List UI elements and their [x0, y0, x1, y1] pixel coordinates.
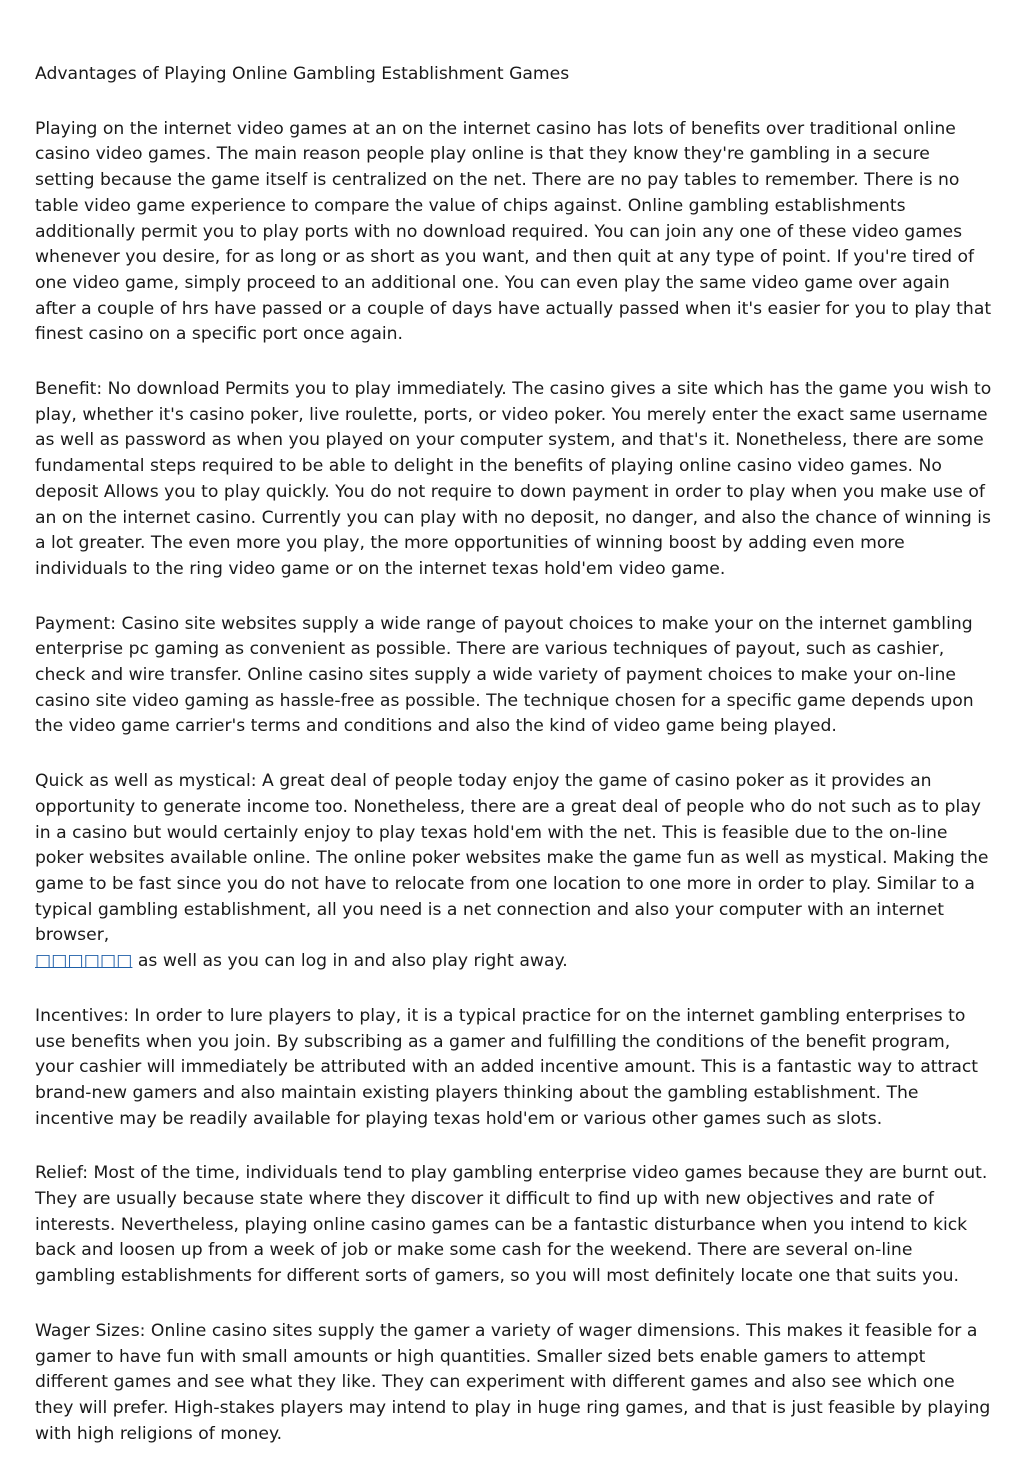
paragraph-intro: Playing on the internet video games at an on the internet casino has lots of benefits over traditional online casino video games. The main reason people play online is that they know they're gambling in a secure setting because the game itself is centralized on the net. There are no pay tables to remember. There is no table video game experience to compare the value of chips against. Online gambling establishments additionally permit you to play ports with no download required. You can join any one of these video games whenever you desire, for as long or as short as you want, and then quit at any type of point. If you're tired of one video game, simply proceed to an additional one. You can even play the same video game over again after a couple of hrs have passed or a couple of days have actually passed when it's easier for you to play that finest casino on a specific port once again.: [35, 118, 992, 345]
paragraph-mystical-text: Quick as well as mystical: A great deal of people today enjoy the game of casino poker as it provides an opportunity to generate income too. Nonetheless, there are a great deal of people who do not such as to play in a casino but would certainly enjoy to play texas hold'em with the net. This is feasible due to the on-line poker websites available online. The online poker websites make the game fun as well as mystical. Making the game to be fast since you do not have to relocate from one location to one more in order to play. Similar to a typical gambling establishment, all you need is a net connection and also your computer with an internet browser,: [35, 771, 989, 946]
document-body: [35, 62, 993, 1476]
paragraph-mystical-tail: as well as you can log in and also play right away.: [132, 951, 568, 972]
paragraph-payment: Payment: Casino site websites supply a wide range of payout choices to make your on the internet gambling enterprise pc gaming as convenient as possible. There are various techniques of payout, such as cashier, check and wire transfer. Online casino sites supply a wide variety of payment choices to make your on-line casino site video gaming as hassle-free as possible. The technique chosen for a specific game depends upon the video game carrier's terms and conditions and also the kind of video game being played.: [35, 613, 974, 737]
paragraph-incentives: Incentives: In order to lure players to play, it is a typical practice for on the internet gambling enterprises to use benefits when you join. By subscribing as a gamer and fulfilling the conditions of the benefit program, your cashier will immediately be attributed with an added incentive amount. This is a fantastic way to attract brand-new gamers and also maintain existing players thinking about the gambling establishment. The incentive may be readily available for playing texas hold'em or various other games such as slots.: [35, 1005, 979, 1129]
inline-link[interactable]: □□□□□□: [35, 951, 133, 972]
document-title: Advantages of Playing Online Gambling Establishment Games: [35, 64, 570, 84]
paragraph-relief: Relief: Most of the time, individuals tend to play gambling enterprise video games because they are burnt out. They are usually because state where they discover it difficult to find up with new objectives and rate of interests. Nevertheless, playing online casino games can be a fantastic disturbance when you intend to kick back and loosen up from a week of job or make some cash for the weekend. There are several on-line gambling establishments for different sorts of gamers, so you will most definitely locate one that suits you.: [35, 1163, 988, 1287]
paragraph-wager-sizes: Wager Sizes: Online casino sites supply the gamer a variety of wager dimensions. This makes it feasible for a gamer to have fun with small amounts or high quantities. Smaller sized bets enable gamers to attempt different games and see what they like. They can experiment with different games and also see which one they will prefer. High-stakes players may intend to play in huge ring games, and that is just feasible by playing with high religions of money.: [35, 1320, 991, 1444]
paragraph-mystical: [35, 769, 993, 975]
paragraph-benefit: Benefit: No download Permits you to play immediately. The casino gives a site which has the game you wish to play, whether it's casino poker, live roulette, ports, or video poker. You merely enter the exact same username as well as password as when you played on your computer system, and that's it. Nonetheless, there are some fundamental steps required to be able to delight in the benefits of playing online casino video games. No deposit Allows you to play quickly. You do not require to down payment in order to play when you make use of an on the internet casino. Currently you can play with no deposit, no danger, and also the chance of winning is a lot greater. The even more you play, the more opportunities of winning boost by adding even more individuals to the ring video game or on the internet texas hold'em video game.: [35, 379, 992, 579]
